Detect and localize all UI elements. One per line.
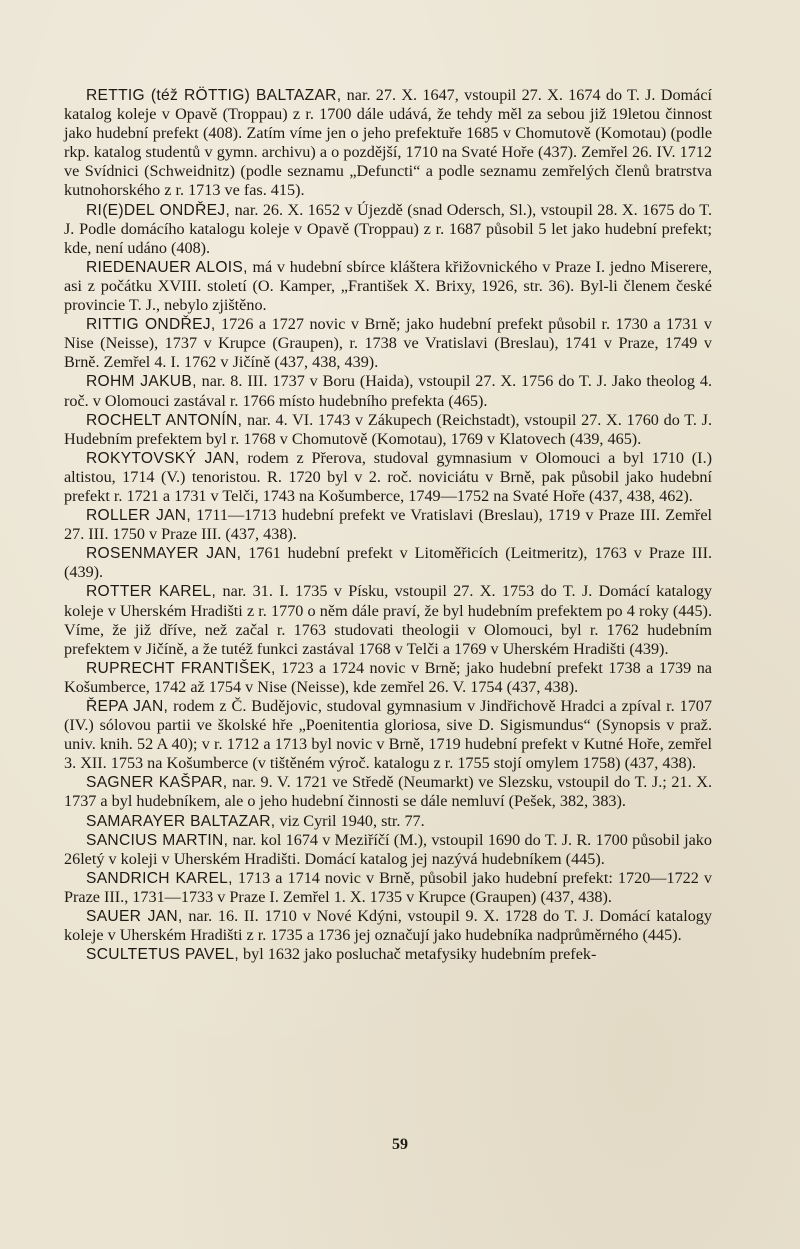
entry-sagner bbox=[64, 773, 712, 811]
entry-head: SAUER JAN, bbox=[86, 908, 183, 926]
entry-head: RIEDENAUER ALOIS, bbox=[86, 258, 248, 276]
entry-text: 1711—1713 hudební prefekt ve Vratislavi (Breslau), 1719 v Praze III. Zemřel 27. III. 1750 v Praze III. (437, 438). bbox=[64, 506, 712, 544]
entry-text: byl 1632 jako posluchač metafysiky hudebním prefek- bbox=[243, 945, 597, 964]
entry-rittig bbox=[64, 315, 712, 372]
entry-head: ROHM JAKUB, bbox=[86, 373, 197, 391]
entry-text: nar. kol 1674 v Meziříčí (M.), vstoupil 1690 do T. J. R. 1700 působil jako 26letý v koleji v Uherském Hradišti. Domácí katalog jej nazývá hudebníkem (445). bbox=[64, 830, 712, 868]
entry-roller bbox=[64, 506, 712, 544]
entry-ruprecht bbox=[64, 659, 712, 697]
entry-sancius bbox=[64, 831, 712, 869]
entry-head: ROTTER KAREL, bbox=[86, 583, 217, 601]
entry-head: ROLLER JAN, bbox=[86, 507, 191, 525]
entry-rochelt bbox=[64, 411, 712, 449]
entry-samarayer bbox=[64, 812, 712, 831]
entry-text: 1726 a 1727 novic v Brně; jako hudební prefekt působil r. 1730 a 1731 v Nise (Neisse), 1737 v Krupce (Graupen), r. 1738 ve Vratislavi (Breslau), 1741 v Praze, 1749 v Brně. Zemřel 4. I. 1762 v Jičíně (437, 438, 439). bbox=[64, 315, 712, 372]
entry-repa bbox=[64, 697, 712, 773]
entry-text: má v hudební sbírce kláštera křižovnického v Praze I. jedno Miserere, asi z počátku XVIII. století (O. Kamper, „František X. Brixy, 1926, str. 36). Byl-li členem české provincie T. J., nebylo zjištěno. bbox=[64, 257, 712, 315]
entry-text: 1713 a 1714 novic v Brně, působil jako hudební prefekt: 1720—1722 v Praze III., 1731—1733 v Praze I. Zemřel 1. X. 1735 v Krupce (Graupen) (437, 438). bbox=[64, 868, 713, 906]
entry-rotter bbox=[64, 582, 712, 658]
entry-text: 1723 a 1724 novic v Brně; jako hudební prefekt 1738 a 1739 na Košumberce, 1742 až 1754 v Nise (Neisse), kde zemřel 26. V. 1754 (437, 438). bbox=[64, 658, 712, 696]
entry-rosenmayer bbox=[64, 544, 712, 582]
entry-head: ROCHELT ANTONÍN, bbox=[86, 411, 243, 429]
entry-text: nar. 8. III. 1737 v Boru (Haida), vstoupil 27. X. 1756 do T. J. Jako theolog 4. roč. v Olomouci zastával r. 1766 místo hudebního prefekta (465). bbox=[64, 372, 713, 410]
entry-text: nar. 9. V. 1721 ve Středě (Neumarkt) ve Slezsku, vstoupil do T. J.; 21. X. 1737 a byl hudebníkem, ale o jeho hudební činnosti se dále nemluví (Pešek, 382, 383). bbox=[64, 773, 713, 811]
entry-head: ŘEPA JAN, bbox=[86, 698, 169, 715]
entry-rokytovsky bbox=[64, 449, 712, 506]
entry-text: rodem z Přerova, studoval gymnasium v Olomouci a byl 1710 (I.) altistou, 1714 (V.) tenoristou. R. 1720 byl v 2. roč. noviciátu v Brně, pak působil jako hudební prefekt r. 1721 a 1731 v Telči, 1743 na Košumberce, 1749—1752 na Svaté Hoře (437, 438, 462). bbox=[64, 448, 713, 505]
entry-riedel bbox=[64, 201, 712, 258]
page-number: 59 bbox=[392, 1136, 408, 1153]
entry-head: RUPRECHT FRANTIŠEK, bbox=[86, 659, 276, 677]
entry-text: nar. 27. X. 1647, vstoupil 27. X. 1674 do T. J. Domácí katalog koleje v Opavě (Troppau) z r. 1700 dále udává, že tehdy měl za sebou již 19letou činnost jako hudební prefekt (408). Zatím víme jen o jeho prefektuře 1685 v Chomutově (Komotau) (podle rkp. katalog studentů v gymn. archivu) a o pozdější, 1710 na Svaté Hoře (437). Zemřel 26. IV. 1712 ve Svídnici (Schweidnitz) (podle seznamu „Defuncti“ a podle seznamu zemřelých členů bratrstva kutnohorského z r. 1713 ve fas. 415). bbox=[64, 86, 712, 200]
entry-head: SANCIUS MARTIN, bbox=[86, 831, 229, 849]
entry-head: SAMARAYER BALTAZAR, bbox=[86, 812, 276, 830]
entry-head: RITTIG ONDŘEJ, bbox=[86, 316, 216, 334]
entry-sauer bbox=[64, 907, 712, 945]
entry-text: viz Cyril 1940, str. 77. bbox=[279, 811, 425, 830]
entry-text: nar. 26. X. 1652 v Újezdě (snad Odersch, Sl.), vstoupil 28. X. 1675 do T. J. Podle domácího katalogu koleje v Opavě (Troppau) z r. 1687 působil 5 let jako hudební prefekt; kde, není udáno (408). bbox=[64, 200, 712, 257]
entry-text: nar. 4. VI. 1743 v Zákupech (Reichstadt), vstoupil 27. X. 1760 do T. J. Hudebním prefektem byl r. 1768 v Chomutově (Komotau), 1769 v Klatovech (439, 465). bbox=[64, 410, 713, 448]
entry-head: SCULTETUS PAVEL, bbox=[86, 946, 239, 964]
entry-riedenauer bbox=[64, 258, 712, 315]
entries-list bbox=[64, 86, 712, 964]
entry-text: nar. 31. I. 1735 v Písku, vstoupil 27. X. 1753 do T. J. Domácí katalogy koleje v Uherském Hradišti z r. 1770 o něm dále praví, že byl hudebním prefektem po 4 roky (445). Víme, že již dříve, než začal r. 1763 studovati theologii v Olomouci, byl r. 1762 hudebním prefektem v Jičíně, a že tutéž funkci zastával 1768 v Telči a 1769 v Uherském Hradišti (439). bbox=[64, 582, 713, 658]
entry-sandrich bbox=[64, 869, 712, 907]
entry-head: RI(E)DEL ONDŘEJ, bbox=[86, 201, 231, 219]
entry-head: ROSENMAYER JAN, bbox=[86, 545, 242, 563]
entry-text: rodem z Č. Budějovic, studoval gymnasium v Jindřichově Hradci a zpíval r. 1707 (IV.) sólovou partii ve školské hře „Poenitentia gloriosa, sive D. Sigismundus“ (Synopsis v praž. univ. knih. 52 A 40); v r. 1712 a 1713 byl novic v Brně, 1719 hudební prefekt v Kutné Hoře, zemřel 3. XII. 1753 na Košumberce (v tištěném výroč. katalogu z r. 1755 stojí omylem 1758) (437, 438). bbox=[64, 697, 712, 773]
entry-head: SANDRICH KAREL, bbox=[86, 869, 233, 887]
entry-text: nar. 16. II. 1710 v Nové Kdýni, vstoupil 9. X. 1728 do T. J. Domácí katalogy koleje v Uherském Hradišti z r. 1735 a 1736 jej označují jako hudebníka nadprůměrného (445). bbox=[64, 907, 712, 945]
entry-rohm bbox=[64, 372, 712, 410]
entry-text: 1761 hudební prefekt v Litoměřicích (Leitmeritz), 1763 v Praze III. (439). bbox=[64, 544, 713, 582]
entry-head: ROKYTOVSKÝ JAN, bbox=[86, 449, 240, 467]
entry-head: RETTIG (též RÖTTIG) BALTAZAR, bbox=[86, 87, 342, 104]
entry-rettig bbox=[64, 86, 712, 201]
entry-head: SAGNER KAŠPAR, bbox=[86, 774, 228, 792]
entry-scultetus bbox=[64, 945, 712, 964]
